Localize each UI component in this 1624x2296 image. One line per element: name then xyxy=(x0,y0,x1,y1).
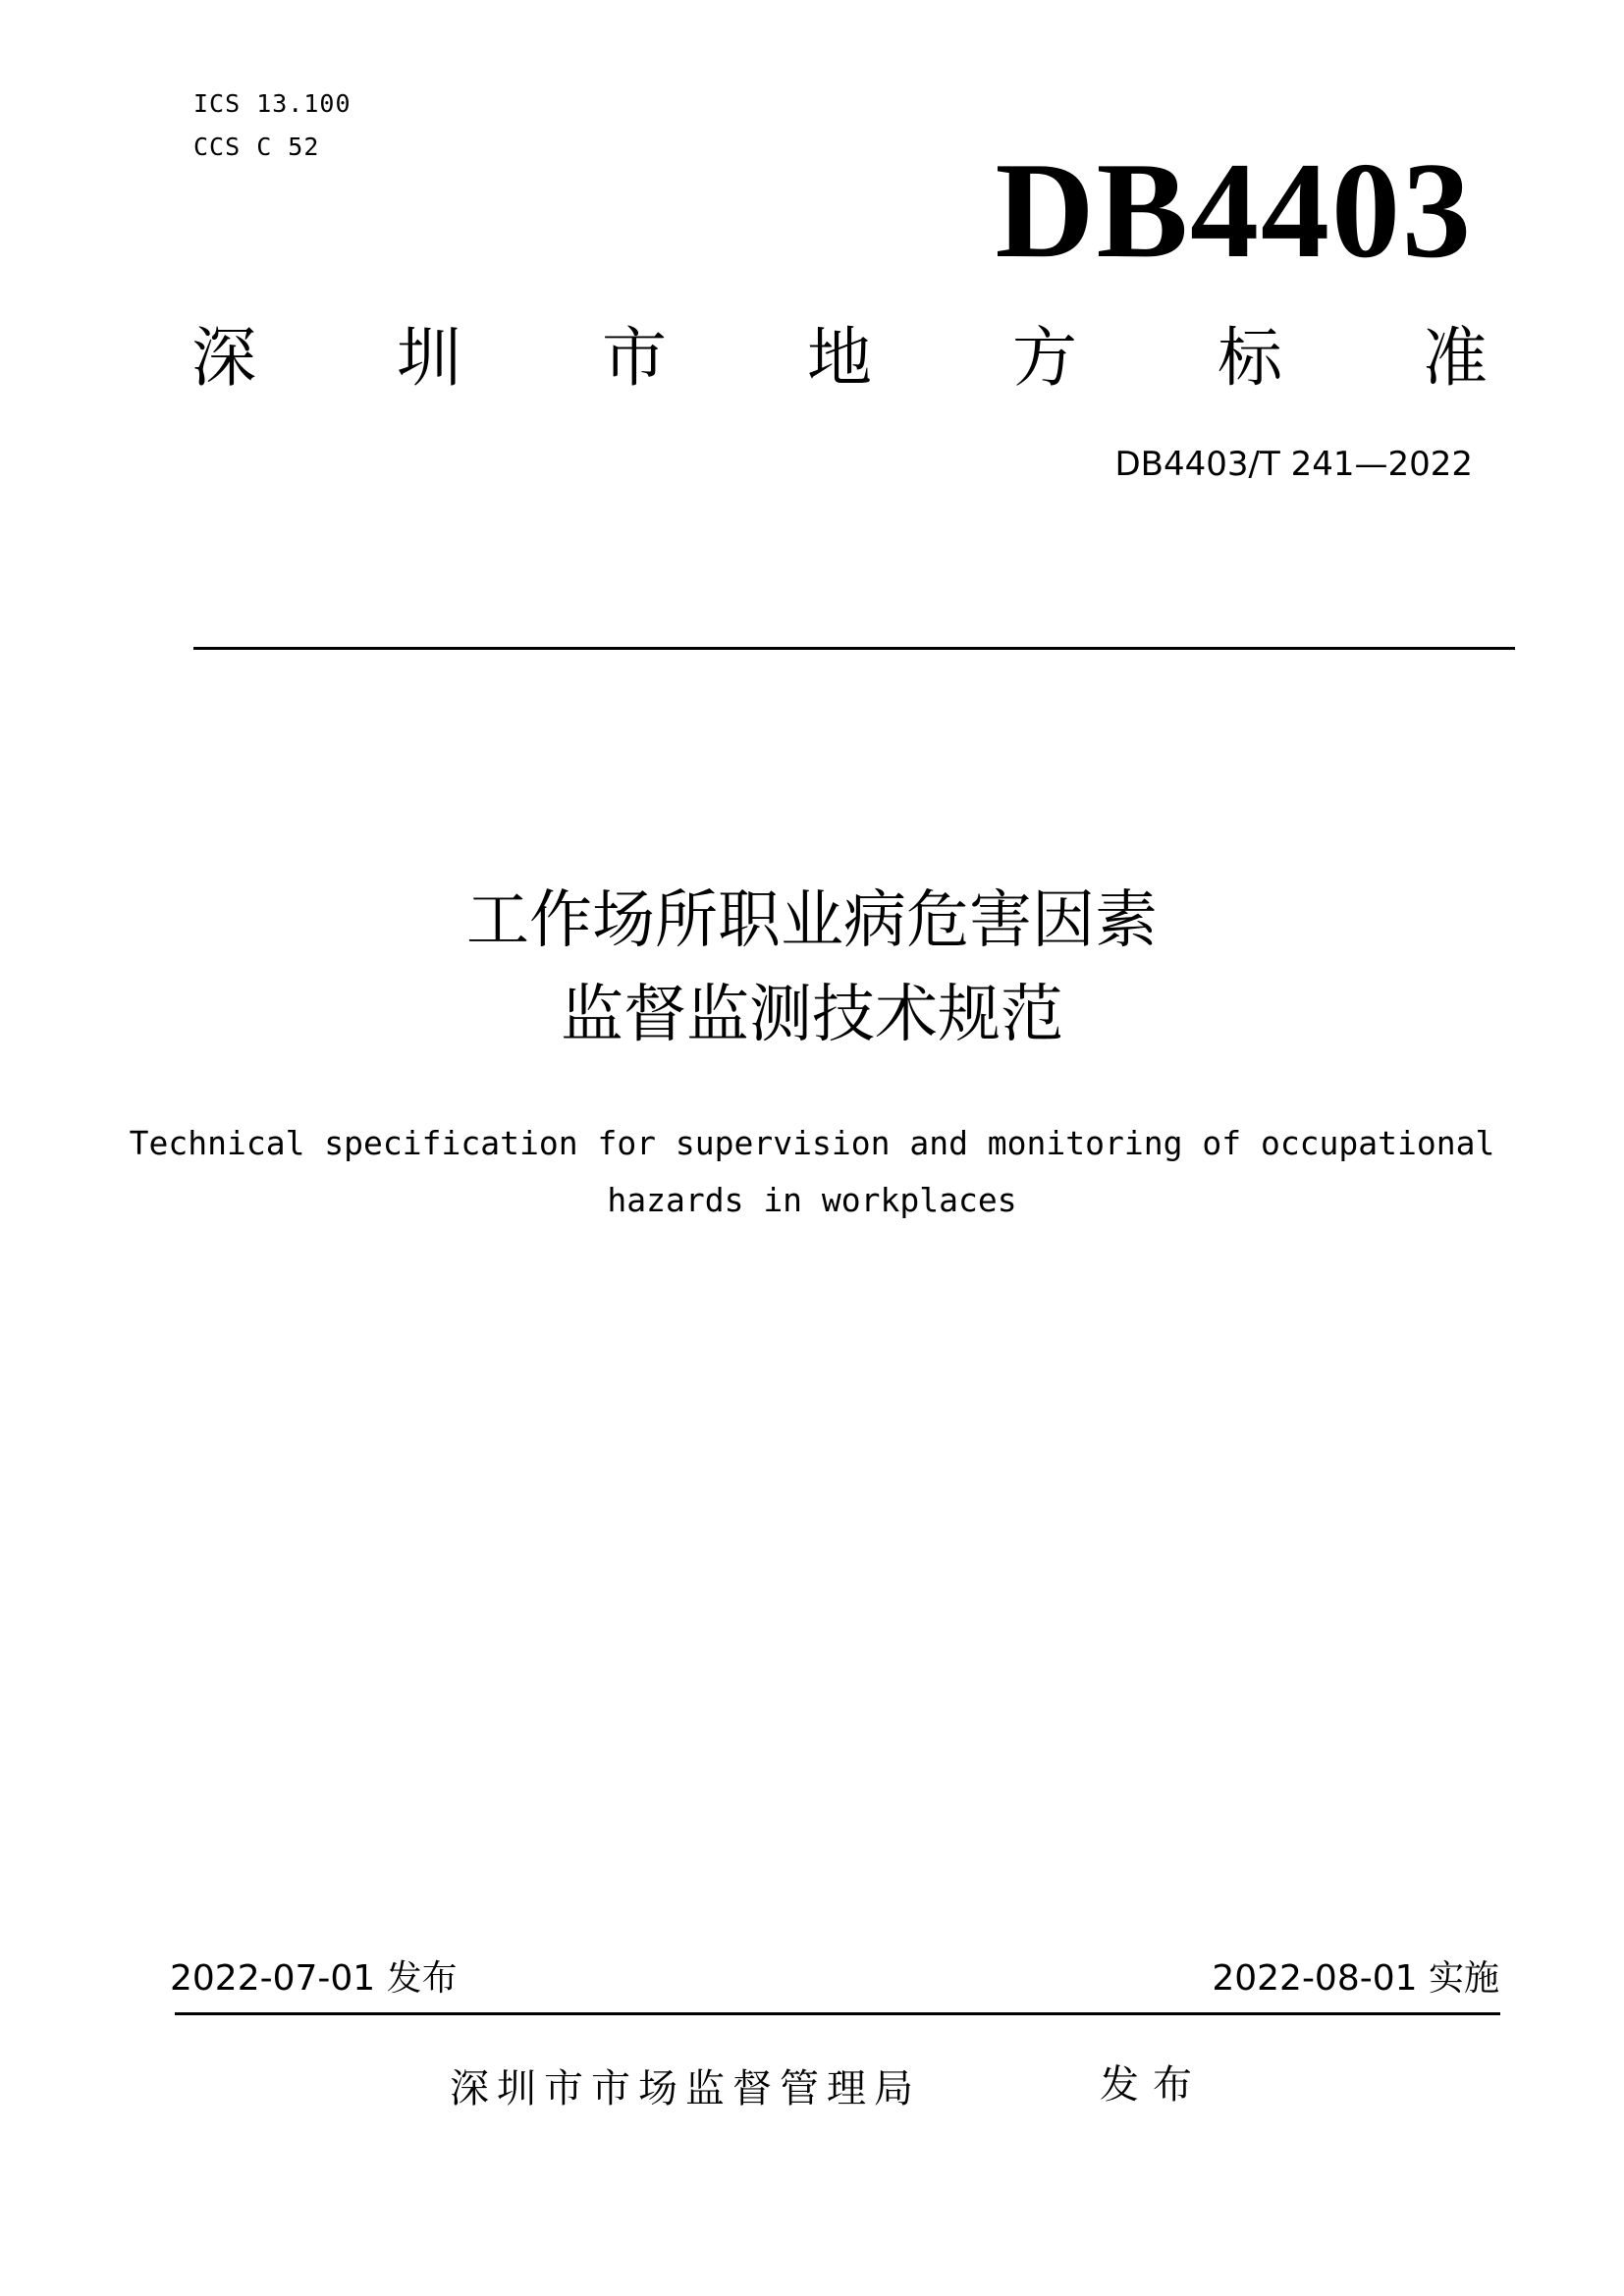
implement-date: 2022-08-01 实施 xyxy=(1212,1958,1499,1999)
ccs-code: CCS C 52 xyxy=(193,133,320,161)
standard-type-char: 方 xyxy=(1012,320,1077,396)
issue-label: 发布 xyxy=(1100,2062,1206,2108)
standard-code: DB4403 xyxy=(995,134,1473,287)
english-title-line-1: Technical specification for supervision and monitoring of occupational xyxy=(129,1124,1495,1162)
standard-type-char: 深 xyxy=(191,320,256,396)
chinese-title-line-2: 监督监测技术规范 xyxy=(561,979,1063,1051)
header-divider xyxy=(193,647,1515,650)
standard-type-char: 准 xyxy=(1423,320,1488,396)
ics-code: ICS 13.100 xyxy=(193,89,352,118)
standard-type-char: 圳 xyxy=(397,320,461,396)
issuing-authority: 深圳市市场监督管理局 xyxy=(450,2066,921,2111)
standard-number: DB4403/T 241—2022 xyxy=(1114,445,1473,484)
chinese-title xyxy=(0,874,1624,1062)
footer-divider xyxy=(175,2012,1500,2015)
standard-type-char: 地 xyxy=(807,320,872,396)
english-title xyxy=(0,1115,1624,1229)
classification-codes xyxy=(193,82,352,169)
standard-type-char: 标 xyxy=(1218,320,1282,396)
standard-type-char: 市 xyxy=(602,320,667,396)
chinese-title-line-1: 工作场所职业病危害因素 xyxy=(466,884,1158,957)
standard-type-title xyxy=(191,314,1488,402)
publish-date: 2022-07-01 发布 xyxy=(170,1958,458,1999)
english-title-line-2: hazards in workplaces xyxy=(607,1181,1017,1219)
